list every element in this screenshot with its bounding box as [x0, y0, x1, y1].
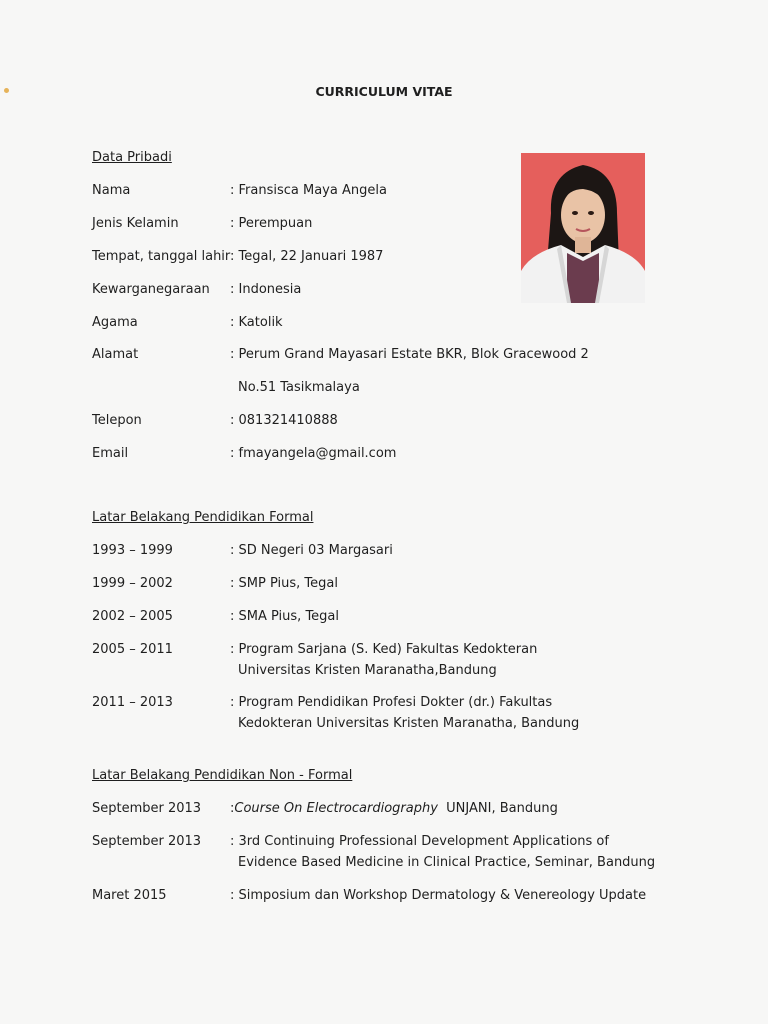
- row-label: 2005 – 2011: [92, 642, 173, 657]
- row-label: Maret 2015: [92, 888, 167, 903]
- row-label: 2011 – 2013: [92, 695, 173, 710]
- row-label: Agama: [92, 315, 138, 330]
- row-value: : Fransisca Maya Angela: [230, 183, 387, 198]
- row-value: : Katolik: [230, 315, 283, 330]
- row-value-italic: Course On Electrocardiography: [234, 801, 438, 816]
- row-value: : Indonesia: [230, 282, 302, 297]
- row-value-continuation: Evidence Based Medicine in Clinical Practice, Seminar, Bandung: [238, 855, 656, 870]
- row-label: 1999 – 2002: [92, 576, 173, 591]
- row-value-line: : Program Sarjana (S. Ked) Fakultas Kedokteran: [230, 642, 538, 657]
- row-label: Email: [92, 446, 129, 461]
- row-value: : SMP Pius, Tegal: [230, 576, 338, 591]
- portrait-illustration: [521, 153, 645, 303]
- row-value: : fmayangela@gmail.com: [230, 446, 397, 461]
- personal-heading: Data Pribadi: [92, 150, 172, 165]
- row-label: 1993 – 1999: [92, 543, 173, 558]
- row-value-line: : Program Pendidikan Profesi Dokter (dr.) Fakultas: [230, 695, 553, 710]
- row-label: 2002 – 2005: [92, 609, 173, 624]
- row-value: : 081321410888: [230, 413, 338, 428]
- nonformal-heading: Latar Belakang Pendidikan Non - Formal: [92, 768, 353, 783]
- row-label: September 2013: [92, 801, 202, 816]
- row-value: : Tegal, 22 Januari 1987: [230, 249, 384, 264]
- row-label: Tempat, tanggal lahir: [92, 249, 231, 264]
- profile-photo: [521, 153, 645, 303]
- row-value: : Simposium dan Workshop Dermatology & Venereology Update: [230, 888, 647, 903]
- row-label: September 2013: [92, 834, 202, 849]
- row-value-suffix: UNJANI, Bandung: [437, 801, 558, 816]
- row-value: [230, 692, 660, 734]
- row-label: Alamat: [92, 347, 139, 362]
- row-value: : SMA Pius, Tegal: [230, 609, 340, 624]
- row-value: : Perempuan: [230, 216, 313, 231]
- row-value-continuation: Kedokteran Universitas Kristen Maranatha, Bandung: [238, 716, 580, 731]
- row-label: Kewarganegaraan: [92, 282, 210, 297]
- row-value-line: : 3rd Continuing Professional Development Applications of: [230, 834, 609, 849]
- row-value: No.51 Tasikmalaya: [238, 380, 360, 395]
- document-title: CURRICULUM VITAE: [315, 84, 453, 99]
- row-label: Nama: [92, 183, 131, 198]
- row-value: : SD Negeri 03 Margasari: [230, 543, 393, 558]
- row-label: Telepon: [92, 413, 142, 428]
- row-value: [230, 639, 660, 681]
- row-value-prefix: :: [230, 801, 235, 816]
- row-label: Jenis Kelamin: [92, 216, 179, 231]
- row-value-continuation: Universitas Kristen Maranatha,Bandung: [238, 663, 497, 678]
- row-value: [230, 831, 660, 873]
- row-value: [230, 798, 660, 819]
- formal-heading: Latar Belakang Pendidikan Formal: [92, 510, 314, 525]
- row-value: : Perum Grand Mayasari Estate BKR, Blok Gracewood 2: [230, 347, 589, 362]
